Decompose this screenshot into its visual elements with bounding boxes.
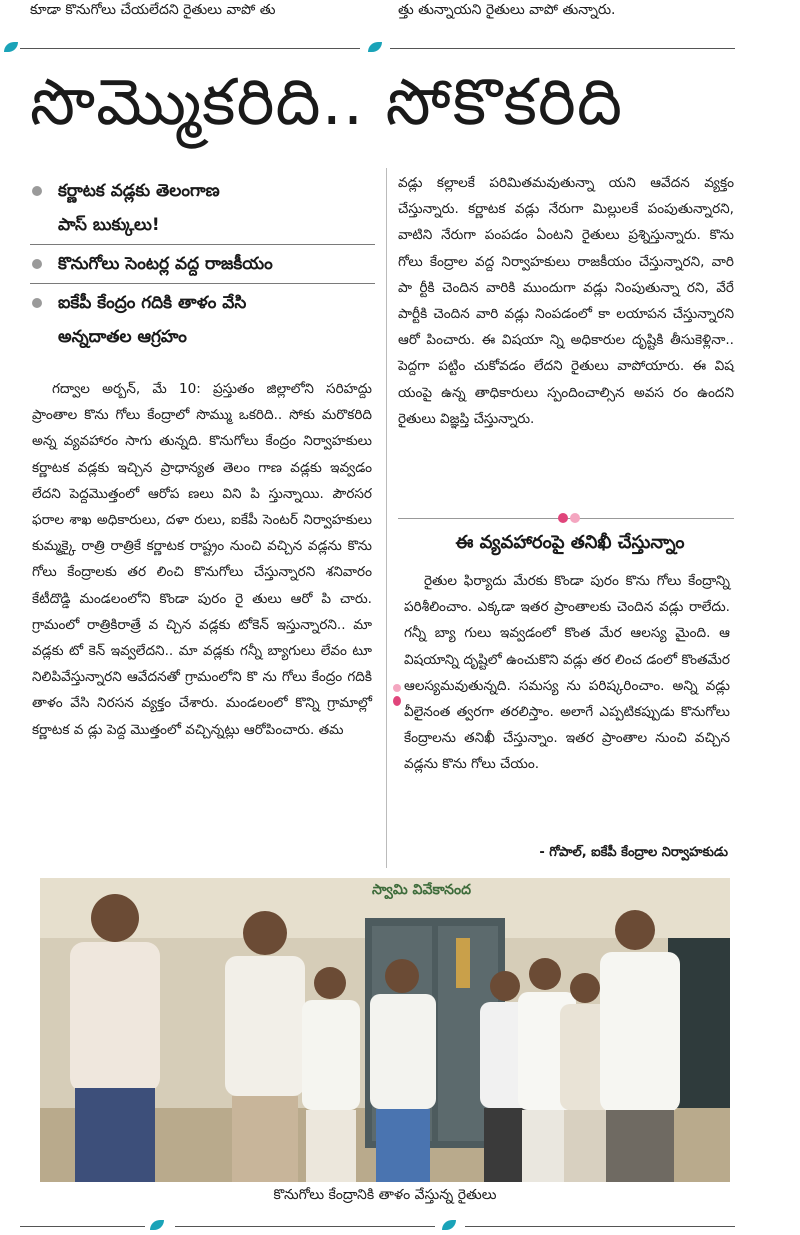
bullet-item	[30, 247, 375, 281]
side-heading: ఈ వ్యవహారంపై తనిఖీ చేస్తున్నాం	[455, 532, 685, 553]
bullet-divider	[30, 244, 375, 245]
bullet-item	[30, 286, 375, 354]
top-strip-left: కూడా కొనుగోలు చేయలేదని రైతులు వాపో తు	[30, 2, 276, 18]
bullet-line: కొనుగోలు సెంటర్ల వద్ద రాజకీయం	[58, 254, 273, 274]
bullet-divider	[30, 283, 375, 284]
top-rule-right	[390, 48, 735, 49]
right-top-text: వడ్లు కల్లాలకే పరిమితమవుతున్నా యని ఆవేదన వ్యక్తం చేస్తున్నారు. కర్ణాటక వడ్లు నేరుగా మిల్లులకే పంపుతున్నారని, వాటిని నేరుగా పంపడం ఏంటని రైతులు ప్రశ్నిస్తున్నారు. కొను గోలు కేంద్రాల వద్ద నిర్వాహకులు రాజకీయం చేస్తున్నారని, వారి పా ర్టీకి చెందిన వారికి ముందుగా వడ్లు నింపుతున్నా రని, వేరే పార్టీకి చెందిన వారి వడ్లు నింపడంలో కా లయాపన చేస్తున్నారని ఆరో పించారు. ఈ విషయా న్ని అధికారుల దృష్టికి తీసుకెళ్లినా.. పెద్దగా పట్టిం చుకోవడం లేదని రైతులు వాపోయారు. ఈ విష యంపై ఉన్న తాధికారులు స్పందించాల్సిన అవస రం ఉందని రైతులు విజ్ఞప్తి చేస్తున్నారు.	[398, 175, 734, 427]
bullet-line: అన్నదాతల ఆగ్రహం	[58, 327, 187, 347]
bottom-rule	[465, 1226, 735, 1227]
pink-marker-icon	[393, 684, 401, 692]
bottom-rule	[175, 1226, 435, 1227]
photo-sign-text: స్వామి వివేకానంద	[372, 882, 471, 898]
bullet-line: ఐకేపీ కేంద్రం గదికి తాళం వేసి	[58, 293, 247, 313]
pink-dot-icon	[570, 513, 580, 523]
column-divider	[386, 168, 387, 868]
bullet-list	[30, 174, 375, 354]
bullet-line: పాస్ బుక్కులు!	[58, 215, 160, 235]
leaf-icon	[368, 42, 382, 52]
bottom-rule	[20, 1226, 145, 1227]
leaf-icon	[4, 42, 18, 52]
top-strip-right: త్తు తున్నాయని రైతులు వాపో తున్నారు.	[398, 2, 616, 18]
pink-dot-icon	[558, 513, 568, 523]
news-photo	[40, 878, 730, 1182]
bullet-dot-icon	[32, 298, 42, 308]
top-rule-left	[20, 48, 360, 49]
bullet-line: కర్ణాటక వడ్లకు తెలంగాణ	[58, 181, 220, 201]
bullet-dot-icon	[32, 186, 42, 196]
headline: సొమ్మొకరిది.. సోకొకరిది	[30, 66, 624, 140]
right-box-text: రైతుల ఫిర్యాదు మేరకు కొండా పురం కొను గోలు కేంద్రాన్ని పరిశీలించాం. ఎక్కడా ఇతర ప్రాంతాలకు చెందిన వడ్లు రాలేదు. గన్నీ బ్యా గులు ఇవ్వడంలో కొంత మేర ఆలస్య మైంది. ఆ విషయాన్ని దృష్టిలో ఉంచుకొని వడ్లు తర లించ డంలో కొంతమేర ఆలస్యమవుతున్నది. సమస్య ను పరిష్కరించాం. అన్ని వడ్లు వీలైనంత త్వరగా తరలిస్తాం. అలాగే ఎప్పటికప్పుడు కొనుగోలు కేంద్రాలను తనిఖీ చేస్తున్నాం. ఇతర ప్రాంతాల నుంచి వచ్చిన వడ్లను కొను గోలు చేయం.	[404, 573, 730, 773]
leaf-icon	[442, 1220, 456, 1230]
bullet-dot-icon	[32, 259, 42, 269]
leaf-icon	[150, 1220, 164, 1230]
bullet-item	[30, 174, 375, 242]
attribution: - గోపాల్, ఐకేపీ కేంద్రాల నిర్వాహకుడు	[539, 845, 728, 860]
left-body-text: గద్వాల అర్బన్, మే 10: ప్రస్తుతం జిల్లాలోని సరిహద్దు ప్రాంతాల కొను గోలు కేంద్రాలో సొమ్ము ఒకరిది.. సోకు మరొకరిది అన్న వ్యవహారం సాగు తున్నది. కొనుగోలు కేంద్రం నిర్వాహకులు కర్ణాటక వడ్లకు ఇచ్చిన ప్రాధాన్యత తెలం గాణ వడ్లకు ఇవ్వడం లేదని పెద్దమొత్తంలో ఆరోప ణలు విని పి స్తున్నాయి. పౌరసర ఫరాల శాఖ అధికారులు, దళా రులు, ఐకేపీ సెంటర్ నిర్వాహకులు కుమ్మక్కై రాత్రి రాత్రికే కర్ణాటక రాష్ట్రం నుంచి వచ్చిన వడ్లను కొను గోలు కేంద్రాలకు తర లించి కొనుగోలు చేస్తున్నారని శనివారం కేటీదొడ్డి మండలంలోని కొండా పురం రై తులు ఆరో పి చారు. గ్రామంలో రాత్రికిరాత్రే వ చ్చిన వడ్లకు టోకెన్ ఇస్తున్నారని.. మా వడ్లకు టో కెన్ ఇవ్వలేదని.. మా వడ్లకు గన్నీ బ్యాగులు లేవం టూ నిలిపివేస్తున్నారని ఆవేదనతో గ్రామంలోని కొ ను గోలు కేంద్రం గదికి తాళం వేసి నిరసన వ్యక్తం చేశారు. మండలంలో కొన్ని గ్రామాల్లో కర్ణాటక వ డ్లు పెద్ద మొత్తంలో వచ్చిన్నట్లు ఆరోపించారు. తమ	[32, 381, 372, 738]
pink-marker-icon	[393, 696, 401, 706]
photo-caption: కొనుగోలు కేంద్రానికి తాళం వేస్తున్న రైతులు	[273, 1187, 497, 1203]
